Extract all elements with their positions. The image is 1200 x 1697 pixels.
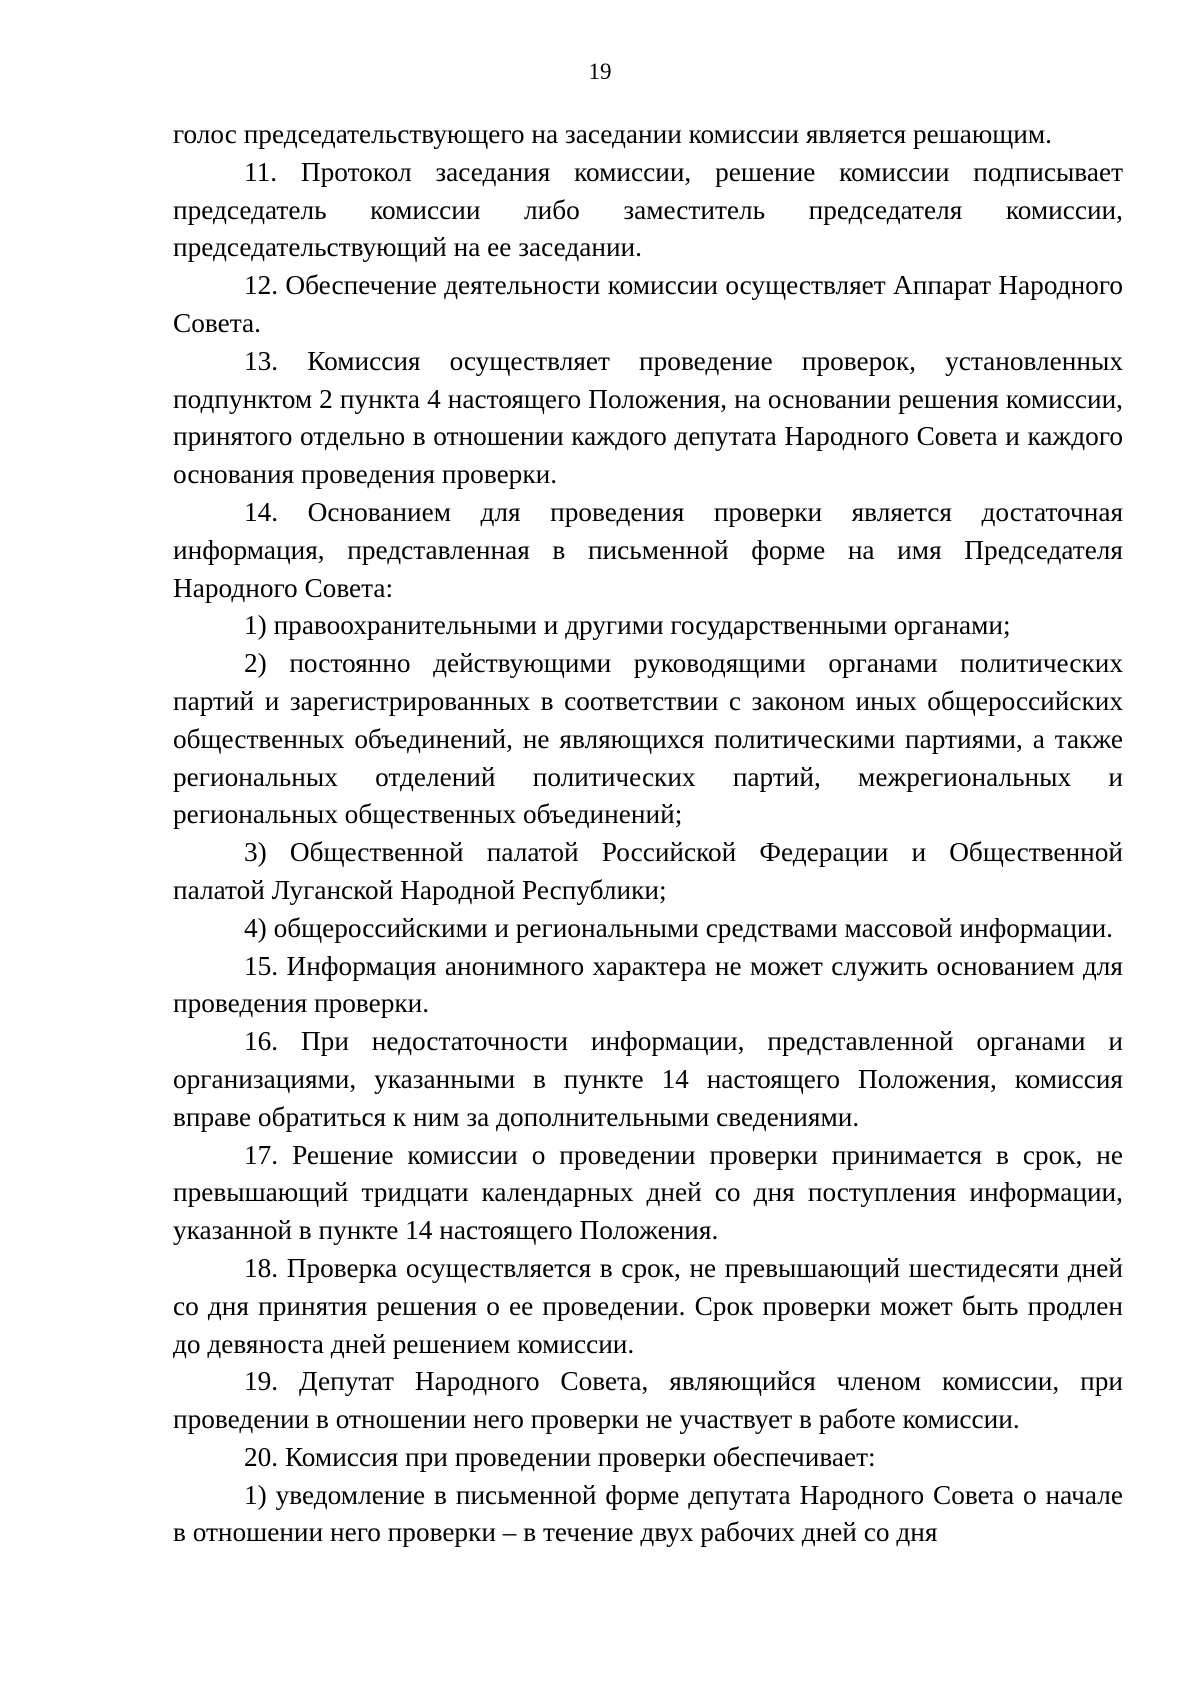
paragraph-continuation: голос председательствующего на заседании комиссии является решающим.	[173, 119, 1052, 149]
paragraph-item-14: 14. Основанием для проведения проверки является достаточная информация, представленная в письменной форме на имя Председателя Народного Совета:	[173, 496, 1123, 603]
page-number: 19	[588, 59, 612, 84]
paragraph-item-11: 11. Протокол заседания комиссии, решение комиссии подписывает председатель комиссии либо заместитель председателя комиссии, председательствующий на ее заседании.	[173, 156, 1123, 263]
paragraph-item-12: 12. Обеспечение деятельности комиссии осуществляет Аппарат Народного Совета.	[173, 270, 1123, 338]
paragraph-item-16: 16. При недостаточности информации, представленной органами и организациями, указанными в пункте 14 настоящего Положения, комиссия вправе обратиться к ним за дополнительными сведениями.	[173, 1026, 1123, 1132]
paragraph-item-17: 17. Решение комиссии о проведении проверки принимается в срок, не превышающий тридцати календарных дней со дня поступления информации, указанной в пункте 14 настоящего Положения.	[173, 1139, 1123, 1246]
paragraph-subitem-14-3: 3) Общественной палатой Российской Федерации и Общественной палатой Луганской Народной Республики;	[173, 837, 1123, 905]
paragraph-subitem-14-4: 4) общероссийскими и региональными средствами массовой информации.	[244, 912, 1113, 943]
paragraph-item-18: 18. Проверка осуществляется в срок, не превышающий шестидесяти дней со дня принятия решения о ее проведении. Срок проверки может быть продлен до девяноста дней решением комиссии.	[173, 1252, 1123, 1359]
document-body	[173, 116, 1123, 1552]
paragraph-item-15: 15. Информация анонимного характера не может служить основанием для проведения проверки.	[173, 950, 1123, 1019]
paragraph-item-19: 19. Депутат Народного Совета, являющийся членом комиссии, при проведении в отношении него проверки не участвует в работе комиссии.	[173, 1366, 1123, 1435]
paragraph-subitem-14-1: 1) правоохранительными и другими государственными органами;	[244, 610, 1011, 641]
paragraph-item-13: 13. Комиссия осуществляет проведение проверок, установленных подпунктом 2 пункта 4 настоящего Положения, на основании решения комиссии, принятого отдельно в отношении каждого депутата Народного Совета и каждого основания проведения проверки.	[173, 345, 1123, 490]
paragraph-subitem-20-1: 1) уведомление в письменной форме депутата Народного Совета о начале в отношении него проверки – в течение двух рабочих дней со дня	[173, 1479, 1123, 1548]
paragraph-subitem-14-2: 2) постоянно действующими руководящими органами политических партий и зарегистрированных в соответствии с законом иных общероссийских общественных объединений, не являющихся политическими партиями, а также региональных отделений политических партий, межрегиональных и региональных общественных объединений;	[173, 648, 1123, 830]
paragraph-item-20: 20. Комиссия при проведении проверки обеспечивает:	[244, 1441, 876, 1472]
